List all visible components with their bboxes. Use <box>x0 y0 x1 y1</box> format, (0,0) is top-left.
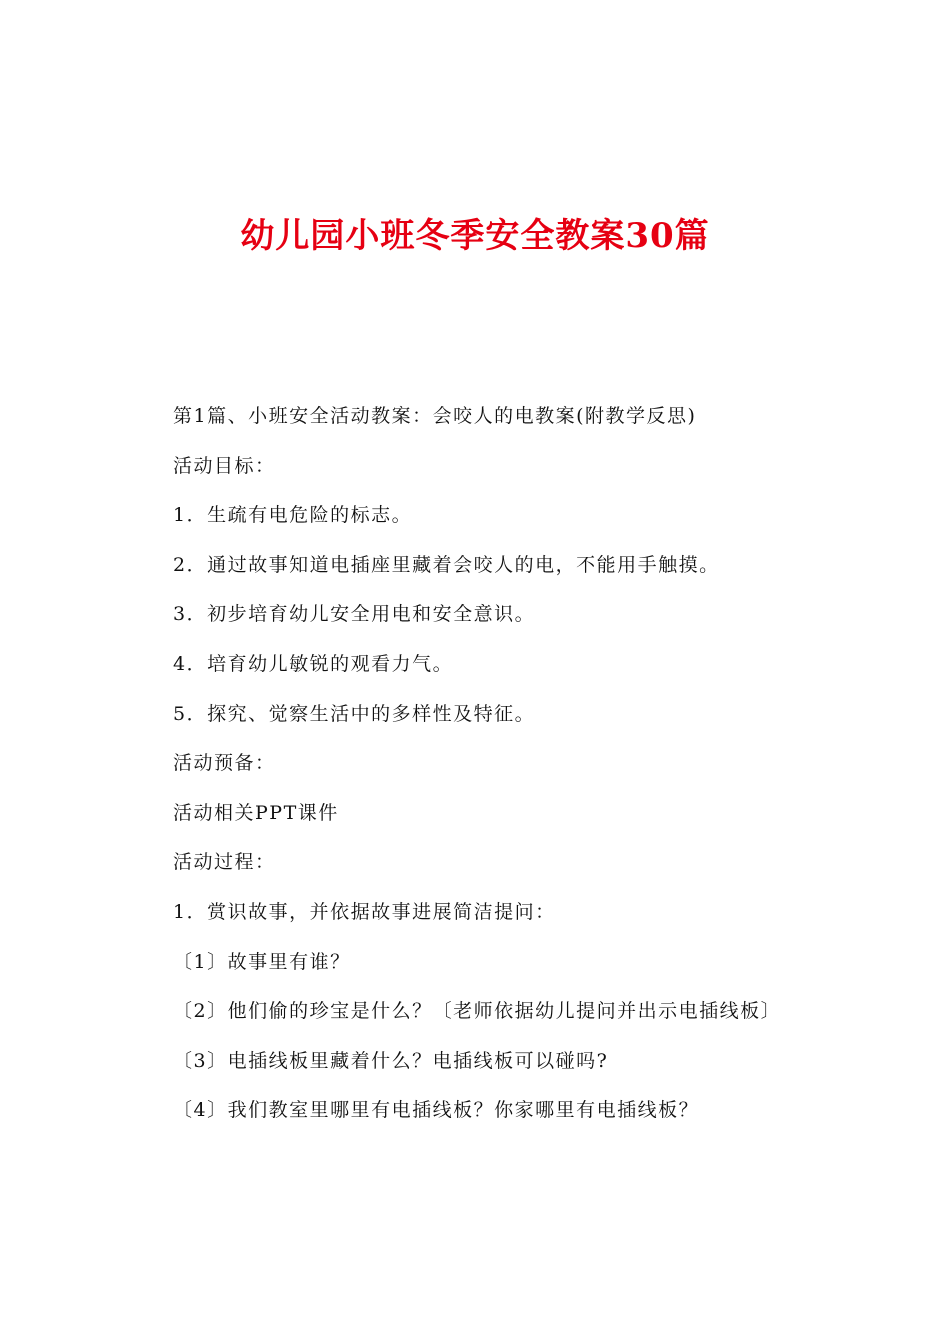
paragraph-line: 4．培育幼儿敏锐的观看力气。 <box>173 652 454 675</box>
paragraph-line: 1．生疏有电危险的标志。 <box>173 504 413 527</box>
document-title: 幼儿园小班冬季安全教案30篇 <box>240 216 710 256</box>
paragraph-line: 活动相关PPT课件 <box>173 801 339 824</box>
paragraph-line: 〔2〕他们偷的珍宝是什么？〔老师依据幼儿提问并出示电插线板〕 <box>173 1000 782 1023</box>
paragraph-line: 活动目标： <box>173 454 276 477</box>
paragraph-line: 〔3〕电插线板里藏着什么？电插线板可以碰吗? <box>173 1049 609 1072</box>
paragraph-line: 活动预备： <box>173 752 276 775</box>
paragraph-line: 2．通过故事知道电插座里藏着会咬人的电，不能用手触摸。 <box>173 553 720 576</box>
paragraph-line: 活动过程： <box>173 851 276 874</box>
paragraph-line: 5．探究、觉察生活中的多样性及特征。 <box>173 702 536 725</box>
paragraph-line: 1．赏识故事，并依据故事进展简洁提问： <box>173 900 556 923</box>
paragraph-line: 3．初步培育幼儿安全用电和安全意识。 <box>173 603 536 626</box>
paragraph-line: 〔4〕我们教室里哪里有电插线板？你家哪里有电插线板？ <box>173 1099 700 1122</box>
paragraph-line: 第1篇、小班安全活动教案：会咬人的电教案(附教学反思) <box>173 405 697 427</box>
paragraph-line: 〔1〕故事里有谁？ <box>173 950 351 973</box>
document-body <box>173 392 873 1136</box>
